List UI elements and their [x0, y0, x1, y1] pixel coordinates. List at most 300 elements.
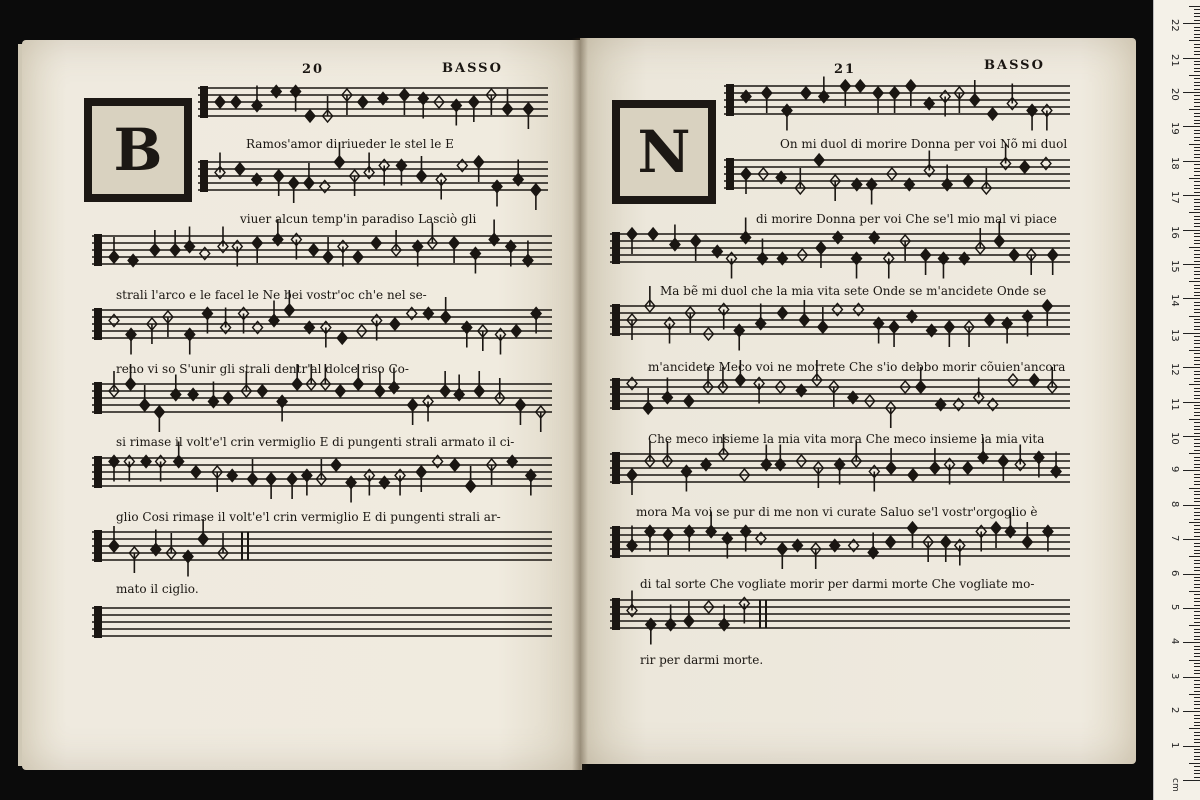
- ruler-tick: [1194, 233, 1200, 234]
- ruler-tick: [1194, 388, 1200, 389]
- ruler-tick: [1183, 505, 1200, 506]
- note-head: [777, 307, 787, 319]
- ruler-number: 22: [1169, 19, 1180, 32]
- note-head: [353, 251, 363, 263]
- note-head: [191, 466, 201, 478]
- ruler-tick: [1194, 722, 1200, 723]
- ruler-tick: [1194, 78, 1200, 79]
- ruler-tick: [1194, 130, 1200, 131]
- ruler-unit: cm: [1170, 778, 1180, 792]
- ruler-tick: [1189, 40, 1200, 41]
- ruler-tick: [1194, 95, 1200, 96]
- ruler-tick: [1194, 749, 1200, 750]
- ruler-tick: [1194, 508, 1200, 509]
- ruler-tick: [1194, 446, 1200, 447]
- staff: [92, 442, 552, 503]
- clef-mark: [726, 84, 734, 116]
- ruler-tick: [1194, 680, 1200, 681]
- note-head: [801, 87, 811, 99]
- ruler-tick: [1189, 75, 1200, 76]
- note-head: [1009, 249, 1019, 261]
- ruler-number: 16: [1169, 225, 1180, 239]
- ruler-number: 8: [1169, 500, 1180, 508]
- ruler-number: 12: [1169, 363, 1180, 376]
- ruler-tick: [1194, 663, 1200, 664]
- lyric-line: si rimase il volt'e'l crin vermiglio E di pungenti strali armato il ci-: [116, 435, 515, 449]
- left-page-number: 20: [302, 62, 325, 77]
- ruler-tick: [1194, 501, 1200, 502]
- ruler-tick: [1194, 353, 1200, 354]
- ruler-tick: [1194, 175, 1200, 176]
- ruler-tick: [1194, 326, 1200, 327]
- ruler-tick: [1189, 178, 1200, 179]
- ruler-tick: [1194, 347, 1200, 348]
- note-head: [335, 385, 345, 397]
- ruler-tick: [1194, 391, 1200, 392]
- ruler-tick: [1194, 433, 1200, 434]
- ruler-tick: [1194, 567, 1200, 568]
- lyric-line: mato il ciglio.: [116, 582, 199, 596]
- ruler-tick: [1194, 666, 1200, 667]
- ruler-tick: [1194, 708, 1200, 709]
- ruler-tick: [1183, 58, 1200, 59]
- ruler-tick: [1194, 185, 1200, 186]
- ruler-tick: [1194, 742, 1200, 743]
- note-head: [450, 459, 460, 471]
- ruler-tick: [1194, 371, 1200, 372]
- ruler-number: 2: [1169, 707, 1180, 714]
- ruler-tick: [1194, 302, 1200, 303]
- ruler-tick: [1194, 30, 1200, 31]
- ruler-number: 4: [1169, 638, 1180, 645]
- ruler-tick: [1194, 374, 1200, 375]
- ruler-tick: [1189, 6, 1200, 7]
- clef-mark: [94, 530, 102, 562]
- initial-letter: B: [113, 116, 163, 184]
- ruler-tick: [1194, 16, 1200, 17]
- ruler-tick: [1194, 34, 1200, 35]
- ruler-tick: [1183, 780, 1200, 781]
- ruler-tick: [1194, 697, 1200, 698]
- ruler-tick: [1189, 350, 1200, 351]
- ruler-tick: [1194, 532, 1200, 533]
- ruler-tick: [1189, 281, 1200, 282]
- ruler-tick: [1194, 670, 1200, 671]
- ruler-tick: [1194, 154, 1200, 155]
- ruler-tick: [1183, 23, 1200, 24]
- note-head: [215, 96, 225, 108]
- note-head: [235, 163, 245, 175]
- lyric-line: Ma bẽ mi duol che la mia vita sete Onde se m'ancidete Onde se: [660, 284, 1047, 298]
- ruler-tick: [1189, 316, 1200, 317]
- note-head: [886, 536, 896, 548]
- ruler-tick: [1194, 639, 1200, 640]
- ruler-tick: [1194, 120, 1200, 121]
- ruler-tick: [1194, 467, 1200, 468]
- left-voice-label: BASSO: [442, 61, 503, 76]
- ruler-tick: [1189, 109, 1200, 110]
- ruler-tick: [1194, 240, 1200, 241]
- ruler-tick: [1183, 574, 1200, 575]
- ruler-tick: [1194, 704, 1200, 705]
- ruler-tick: [1183, 642, 1200, 643]
- ruler-tick: [1194, 171, 1200, 172]
- ruler-tick: [1194, 223, 1200, 224]
- ruler-tick: [1194, 329, 1200, 330]
- note-head: [371, 237, 381, 249]
- ruler-tick: [1194, 147, 1200, 148]
- ruler-tick: [1194, 587, 1200, 588]
- measuring-ruler: [1153, 0, 1200, 800]
- ruler-tick: [1194, 216, 1200, 217]
- ruler-tick: [1183, 402, 1200, 403]
- ruler-tick: [1194, 168, 1200, 169]
- ruler-tick: [1194, 494, 1200, 495]
- staff: [610, 512, 1070, 570]
- ruler-tick: [1194, 656, 1200, 657]
- ruler-tick: [1194, 725, 1200, 726]
- note-head: [814, 154, 824, 166]
- ruler-tick: [1194, 553, 1200, 554]
- ruler-tick: [1194, 20, 1200, 21]
- ruler-number: 6: [1169, 569, 1180, 576]
- ruler-tick: [1194, 99, 1200, 100]
- ruler-tick: [1194, 646, 1200, 647]
- ruler-tick: [1183, 92, 1200, 93]
- note-head: [648, 228, 658, 240]
- lyric-line: On mi duol di morire Donna per voi Nõ mi duol: [780, 137, 1068, 151]
- ruler-tick: [1194, 398, 1200, 399]
- ruler-tick: [1194, 563, 1200, 564]
- ruler-tick: [1183, 298, 1200, 299]
- ruler-tick: [1194, 9, 1200, 10]
- lyric-line: m'ancidete Meco voi ne morrete Che s'io debbo morir cõuien'ancora: [648, 360, 1066, 374]
- note-head: [984, 314, 994, 326]
- ruler-tick: [1189, 453, 1200, 454]
- note-head: [257, 385, 267, 397]
- clef-mark: [94, 308, 102, 340]
- ruler-tick: [1183, 230, 1200, 231]
- ruler-tick: [1194, 102, 1200, 103]
- clef-mark: [94, 382, 102, 414]
- ruler-tick: [1194, 759, 1200, 760]
- note-head: [855, 80, 865, 92]
- ruler-tick: [1194, 226, 1200, 227]
- ruler-tick: [1194, 37, 1200, 38]
- ruler-tick: [1194, 209, 1200, 210]
- ruler-number: 5: [1169, 604, 1180, 611]
- staff: [610, 218, 1070, 279]
- ruler-tick: [1183, 608, 1200, 609]
- note-head: [908, 469, 918, 481]
- note-head: [511, 325, 521, 337]
- ruler-tick: [1194, 267, 1200, 268]
- ruler-tick: [1189, 522, 1200, 523]
- ruler-tick: [1183, 161, 1200, 162]
- ruler-tick: [1194, 450, 1200, 451]
- ruler-tick: [1194, 636, 1200, 637]
- ruler-number: 15: [1169, 260, 1180, 273]
- ruler-tick: [1194, 422, 1200, 423]
- ruler-tick: [1194, 529, 1200, 530]
- ruler-tick: [1189, 591, 1200, 592]
- ruler-tick: [1194, 336, 1200, 337]
- ruler-tick: [1194, 481, 1200, 482]
- clef-mark: [612, 526, 620, 558]
- lyric-line: Ramos'amor di riueder le stel le E: [246, 137, 454, 151]
- note-head: [963, 462, 973, 474]
- ruler-tick: [1194, 560, 1200, 561]
- ruler-tick: [1189, 384, 1200, 385]
- note-head: [223, 392, 233, 404]
- ruler-tick: [1189, 488, 1200, 489]
- ruler-tick: [1194, 687, 1200, 688]
- ruler-tick: [1194, 357, 1200, 358]
- ruler-tick: [1194, 123, 1200, 124]
- ruler-tick: [1194, 515, 1200, 516]
- note-head: [337, 332, 347, 344]
- ruler-tick: [1194, 770, 1200, 771]
- ruler-tick: [1194, 51, 1200, 52]
- right-voice-label: BASSO: [984, 58, 1045, 73]
- ruler-tick: [1194, 543, 1200, 544]
- ruler-number: 13: [1169, 328, 1180, 342]
- ruler-tick: [1194, 536, 1200, 537]
- ruler-tick: [1189, 660, 1200, 661]
- lyric-line: mora Ma voi se pur di me non vi curate Saluo se'l vostr'orgoglio è: [636, 505, 1038, 519]
- ruler-tick: [1194, 649, 1200, 650]
- ruler-tick: [1194, 618, 1200, 619]
- lyric-line: viuer alcun temp'in paradiso Lasciò gli: [240, 212, 477, 226]
- ruler-tick: [1194, 378, 1200, 379]
- ruler-tick: [1194, 598, 1200, 599]
- ruler-tick: [1194, 580, 1200, 581]
- ruler-tick: [1194, 250, 1200, 251]
- ruler-number: 17: [1169, 191, 1180, 204]
- ruler-number: 10: [1169, 432, 1180, 445]
- ruler-tick: [1194, 477, 1200, 478]
- note-head: [1029, 374, 1039, 386]
- ruler-tick: [1194, 701, 1200, 702]
- ruler-tick: [1194, 181, 1200, 182]
- note-head: [390, 318, 400, 330]
- staff: [724, 144, 1070, 205]
- ruler-tick: [1194, 460, 1200, 461]
- ruler-tick: [1194, 405, 1200, 406]
- ruler-number: 1: [1169, 741, 1180, 748]
- clef-mark: [94, 234, 102, 266]
- ruler-tick: [1194, 292, 1200, 293]
- ruler-tick: [1194, 13, 1200, 14]
- ruler-tick: [1183, 436, 1200, 437]
- ruler-tick: [1183, 539, 1200, 540]
- ruler-tick: [1194, 278, 1200, 279]
- ruler-number: 3: [1169, 672, 1180, 680]
- clef-mark: [200, 160, 208, 192]
- ruler-tick: [1194, 491, 1200, 492]
- ruler-tick: [1194, 577, 1200, 578]
- ruler-number: 18: [1169, 156, 1180, 170]
- ruler-tick: [1194, 61, 1200, 62]
- ruler-tick: [1194, 439, 1200, 440]
- ruler-tick: [1189, 247, 1200, 248]
- ruler-tick: [1194, 113, 1200, 114]
- ruler-tick: [1194, 408, 1200, 409]
- ruler-tick: [1183, 333, 1200, 334]
- ruler-tick: [1194, 773, 1200, 774]
- ruler-tick: [1194, 206, 1200, 207]
- ruler-tick: [1189, 556, 1200, 557]
- ruler-tick: [1194, 137, 1200, 138]
- ruler-tick: [1194, 415, 1200, 416]
- ruler-tick: [1194, 71, 1200, 72]
- clef-mark: [612, 232, 620, 264]
- note-head: [684, 395, 694, 407]
- ruler-tick: [1194, 364, 1200, 365]
- ruler-tick: [1189, 728, 1200, 729]
- ruler-tick: [1194, 295, 1200, 296]
- staff: [92, 519, 552, 577]
- ruler-tick: [1183, 367, 1200, 368]
- clef-mark: [726, 158, 734, 190]
- ruler-tick: [1194, 622, 1200, 623]
- note-head: [305, 110, 315, 122]
- note-head: [988, 108, 998, 120]
- ruler-tick: [1194, 340, 1200, 341]
- ruler-tick: [1194, 44, 1200, 45]
- ruler-tick: [1194, 756, 1200, 757]
- right-page-number: 21: [834, 62, 857, 77]
- ruler-tick: [1194, 164, 1200, 165]
- ruler-tick: [1194, 498, 1200, 499]
- ruler-tick: [1194, 261, 1200, 262]
- ruler-tick: [1194, 192, 1200, 193]
- staff: [198, 142, 548, 210]
- ruler-tick: [1194, 605, 1200, 606]
- ruler-tick: [1194, 85, 1200, 86]
- ruler-tick: [1194, 236, 1200, 237]
- ruler-tick: [1194, 525, 1200, 526]
- staff: [92, 220, 552, 274]
- ruler-tick: [1194, 412, 1200, 413]
- ruler-tick: [1194, 464, 1200, 465]
- ruler-tick: [1189, 212, 1200, 213]
- ruler-tick: [1194, 484, 1200, 485]
- ruler-tick: [1194, 739, 1200, 740]
- ruler-tick: [1194, 202, 1200, 203]
- ruler-tick: [1194, 615, 1200, 616]
- ruler-tick: [1194, 546, 1200, 547]
- ruler-tick: [1194, 570, 1200, 571]
- staff: [724, 77, 1070, 131]
- ruler-tick: [1194, 133, 1200, 134]
- ruler-tick: [1194, 766, 1200, 767]
- ruler-number: 19: [1169, 122, 1180, 136]
- ruler-tick: [1183, 746, 1200, 747]
- ruler-tick: [1194, 653, 1200, 654]
- note-head: [231, 96, 241, 108]
- ruler-tick: [1194, 285, 1200, 286]
- note-head: [963, 175, 973, 187]
- ruler-tick: [1194, 219, 1200, 220]
- ruler-tick: [1194, 199, 1200, 200]
- ruler-tick: [1194, 116, 1200, 117]
- ruler-tick: [1194, 343, 1200, 344]
- ruler-tick: [1194, 157, 1200, 158]
- ruler-tick: [1194, 601, 1200, 602]
- ruler-tick: [1194, 457, 1200, 458]
- ruler-tick: [1194, 27, 1200, 28]
- ruler-tick: [1189, 763, 1200, 764]
- ruler-tick: [1194, 691, 1200, 692]
- ruler-tick: [1194, 360, 1200, 361]
- note-head: [358, 96, 368, 108]
- ruler-tick: [1194, 474, 1200, 475]
- note-head: [331, 459, 341, 471]
- lyric-line: di tal sorte Che vogliate morir per darmi morte Che vogliate mo-: [640, 577, 1035, 591]
- ruler-tick: [1194, 254, 1200, 255]
- lyric-line: strali l'arco e le facel le Ne bei vostr'oc ch'e nel se-: [116, 288, 427, 302]
- lyric-line: rir per darmi morte.: [640, 653, 764, 667]
- ruler-tick: [1194, 243, 1200, 244]
- ruler-tick: [1194, 82, 1200, 83]
- ruler-tick: [1194, 584, 1200, 585]
- ruler-number: 11: [1169, 397, 1180, 411]
- ruler-tick: [1194, 732, 1200, 733]
- ruler-tick: [1194, 611, 1200, 612]
- staff: [610, 591, 1070, 645]
- ruler-tick: [1189, 694, 1200, 695]
- ruler-tick: [1183, 195, 1200, 196]
- ruler-tick: [1194, 684, 1200, 685]
- ruler-tick: [1194, 106, 1200, 107]
- ruler-tick: [1194, 629, 1200, 630]
- initial-letter: N: [637, 118, 691, 186]
- staff: [92, 606, 552, 638]
- ruler-tick: [1194, 715, 1200, 716]
- ruler-tick: [1194, 64, 1200, 65]
- lyric-line: reno vi so S'unir gli strali dentr'al dolce riso Co-: [116, 362, 409, 376]
- clef-mark: [612, 452, 620, 484]
- ruler-tick: [1183, 470, 1200, 471]
- ruler-tick: [1194, 54, 1200, 55]
- ruler-tick: [1194, 381, 1200, 382]
- clef-mark: [94, 606, 102, 638]
- ruler-tick: [1194, 312, 1200, 313]
- ruler-tick: [1194, 594, 1200, 595]
- clef-mark: [612, 598, 620, 630]
- ruler-tick: [1194, 305, 1200, 306]
- ruler-tick: [1194, 47, 1200, 48]
- ruler-tick: [1194, 150, 1200, 151]
- ruler-tick: [1194, 309, 1200, 310]
- ruler-number: 14: [1169, 294, 1180, 308]
- ruler-tick: [1194, 68, 1200, 69]
- ruler-tick: [1194, 519, 1200, 520]
- ruler-tick: [1189, 144, 1200, 145]
- ruler-tick: [1189, 625, 1200, 626]
- clef-mark: [612, 378, 620, 410]
- ruler-tick: [1194, 673, 1200, 674]
- lyric-line: glio Cosi rimase il volt'e'l crin vermiglio E di pungenti strali ar-: [116, 510, 501, 524]
- ruler-tick: [1194, 718, 1200, 719]
- ruler-tick: [1194, 550, 1200, 551]
- ruler-tick: [1183, 711, 1200, 712]
- staff: [198, 86, 548, 130]
- ruler-tick: [1194, 429, 1200, 430]
- clef-mark: [200, 86, 208, 118]
- ruler-tick: [1194, 322, 1200, 323]
